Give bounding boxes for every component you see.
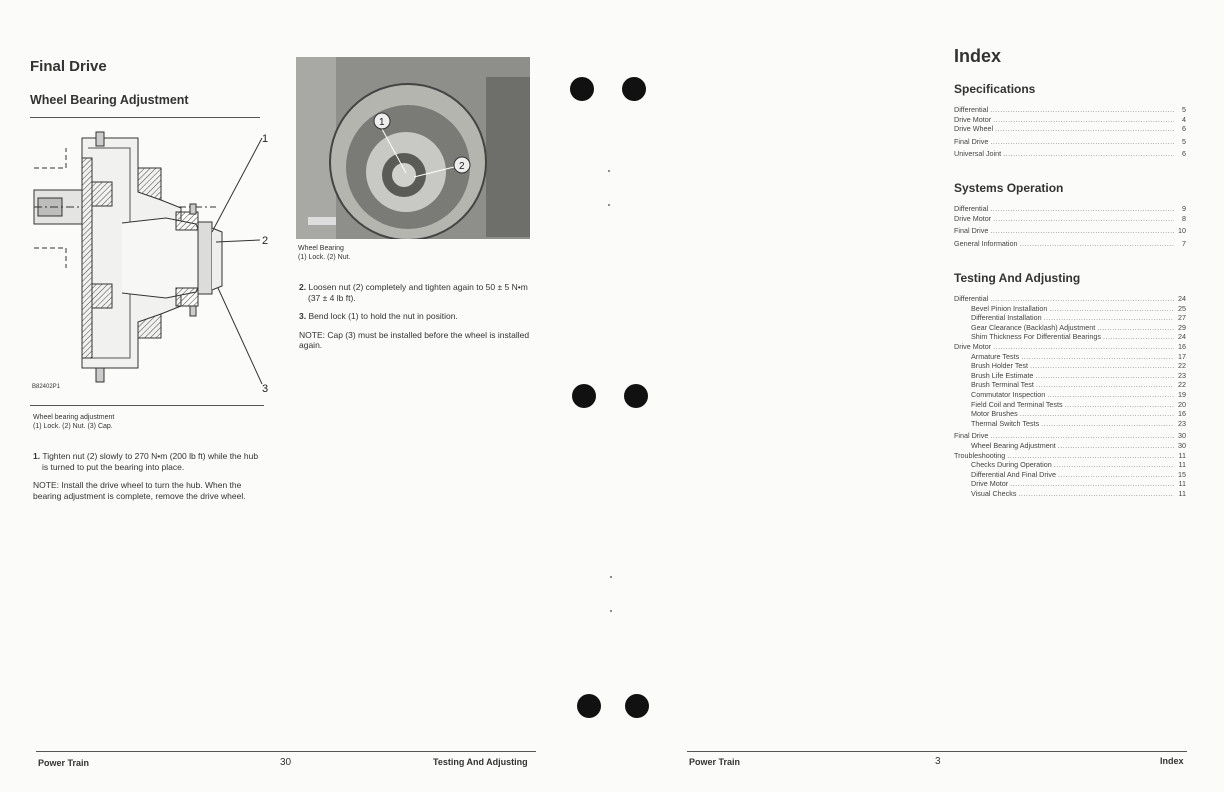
photo-caption-items: (1) Lock. (2) Nut. <box>298 254 351 261</box>
index-entry <box>954 239 1186 249</box>
index-entry-page: 15 <box>1178 469 1186 479</box>
index-list-systems-operation <box>954 204 1186 248</box>
index-entry <box>954 479 1186 489</box>
index-entry-page: 10 <box>1178 226 1186 236</box>
index-entry-label: Differential <box>954 204 989 213</box>
index-entry <box>954 226 1186 236</box>
index-entry-label: Differential <box>954 105 989 114</box>
index-leader-dots <box>990 105 1174 115</box>
index-entry <box>954 204 1186 214</box>
index-entry-page: 22 <box>1178 361 1186 371</box>
speck <box>608 170 610 172</box>
index-entry <box>954 214 1186 224</box>
index-entry-page: 20 <box>1178 399 1186 409</box>
index-entry-label: Field Coil and Terminal Tests <box>971 399 1063 409</box>
binder-hole <box>624 384 648 408</box>
index-entry <box>954 400 1186 410</box>
index-entry <box>954 371 1186 381</box>
index-entry-page: 4 <box>1182 114 1186 124</box>
speck <box>610 610 612 612</box>
binder-hole <box>622 77 646 101</box>
index-entry <box>954 294 1186 304</box>
index-leader-dots <box>990 137 1174 147</box>
footer-left: Power Train <box>38 758 90 768</box>
note-1 <box>33 480 259 501</box>
index-entry-label: Thermal Switch Tests <box>971 418 1040 428</box>
index-entry-page: 19 <box>1178 389 1186 399</box>
index-entry-label: Final Drive <box>954 136 989 146</box>
index-heading-systems-operation: Systems Operation <box>954 181 1064 195</box>
index-leader-dots <box>990 431 1174 441</box>
index-entry-page: 11 <box>1178 479 1186 489</box>
step-number: 2. <box>299 282 307 292</box>
footer-right: Testing And Adjusting <box>433 757 528 767</box>
index-leader-dots <box>1010 479 1174 489</box>
photo-callout-1: 1 <box>379 117 385 128</box>
photo-caption <box>298 244 528 262</box>
index-entry-page: 24 <box>1178 332 1186 342</box>
step-number: 1. <box>33 451 41 461</box>
index-entry-page: 5 <box>1182 105 1186 114</box>
index-entry-page: 5 <box>1182 136 1186 146</box>
index-entry-label: Final Drive <box>954 226 989 236</box>
note-label: NOTE: <box>299 329 325 340</box>
index-entry-label: Brush Terminal Test <box>971 380 1034 390</box>
photo-caption-title: Wheel Bearing <box>298 245 344 252</box>
index-entry-page: 23 <box>1178 370 1186 380</box>
index-title: Index <box>954 46 1002 66</box>
index-entry-label: Bevel Pinion Installation <box>971 303 1048 313</box>
index-entry-label: Final Drive <box>954 431 989 441</box>
index-entry-page: 6 <box>1182 124 1186 134</box>
index-entry <box>954 470 1186 480</box>
index-entry-label: Shim Thickness For Differential Bearings <box>971 332 1101 342</box>
index-entry-page: 9 <box>1182 204 1186 213</box>
index-leader-dots <box>1065 400 1174 410</box>
index-leader-dots <box>993 342 1174 352</box>
callout-2: 2 <box>262 235 269 247</box>
index-entry <box>954 489 1186 499</box>
index-entry-label: Wheel Bearing Adjustment <box>971 440 1056 450</box>
footer-rule <box>687 751 1187 752</box>
step-number: 3. <box>299 311 307 321</box>
photo-callout-2: 2 <box>459 161 465 172</box>
index-leader-dots <box>1020 409 1174 419</box>
index-entry <box>954 380 1186 390</box>
index-leader-dots <box>990 226 1174 236</box>
index-entry-label: Drive Wheel <box>954 124 994 134</box>
index-entry-page: 11 <box>1178 488 1186 498</box>
index-heading-testing-adjusting: Testing And Adjusting <box>954 271 1081 285</box>
index-leader-dots <box>990 204 1174 214</box>
index-entry-label: Commutator Inspection <box>971 389 1046 399</box>
index-entry <box>954 390 1186 400</box>
index-leader-dots <box>1003 149 1174 159</box>
index-entry-page: 8 <box>1182 213 1186 223</box>
footer-rule <box>36 751 536 752</box>
index-entry <box>954 409 1186 419</box>
index-list-testing-adjusting <box>954 294 1186 498</box>
index-leader-dots <box>990 294 1174 304</box>
index-entry <box>954 115 1186 125</box>
step-text: Loosen nut (2) completely and tighten again to 50 ± 5 N•m (37 ± 4 lb ft). <box>308 282 528 303</box>
binder-hole <box>625 694 649 718</box>
index-leader-dots <box>1018 489 1174 499</box>
index-entry <box>954 149 1186 159</box>
binder-hole <box>577 694 601 718</box>
step-text: Bend lock (1) to hold the nut in position. <box>308 311 458 321</box>
index-entry-label: Drive Motor <box>954 213 992 223</box>
diagram-caption-items: (1) Lock. (2) Nut. (3) Cap. <box>33 423 113 430</box>
note-label: NOTE: <box>33 480 59 490</box>
index-entry <box>954 332 1186 342</box>
index-entry-page: 17 <box>1178 351 1186 361</box>
footer-right: Index <box>1160 756 1184 766</box>
index-entry-page: 16 <box>1178 341 1186 351</box>
index-entry-label: Differential <box>954 294 989 303</box>
index-leader-dots <box>1030 361 1174 371</box>
index-entry <box>954 361 1186 371</box>
left-column-text <box>33 451 259 501</box>
step-2 <box>299 282 533 303</box>
section-heading: Wheel Bearing Adjustment <box>30 93 189 107</box>
index-entry <box>954 441 1186 451</box>
figure-rule <box>30 405 264 406</box>
index-entry <box>954 313 1186 323</box>
footer-left: Power Train <box>689 757 741 767</box>
page-title: Final Drive <box>30 58 107 75</box>
index-entry <box>954 342 1186 352</box>
note-text: Cap (3) must be installed before the wheel is installed again. <box>299 329 530 350</box>
index-entry-label: Drive Motor <box>954 114 992 124</box>
index-entry <box>954 431 1186 441</box>
index-entry <box>954 419 1186 429</box>
step-1 <box>33 451 259 472</box>
index-leader-dots <box>1044 313 1174 323</box>
figure-id: B82402P1 <box>32 384 61 390</box>
index-list-specifications <box>954 105 1186 159</box>
index-entry <box>954 352 1186 362</box>
index-entry-page: 11 <box>1178 450 1186 460</box>
index-entry-label: Differential Installation <box>971 313 1042 323</box>
index-entry-label: Armature Tests <box>971 351 1020 361</box>
index-entry-page: 23 <box>1178 418 1186 428</box>
diagram-caption <box>33 413 263 431</box>
index-leader-dots <box>1041 419 1174 429</box>
index-entry-label: Brush Life Estimate <box>971 370 1034 380</box>
diagram-caption-title: Wheel bearing adjustment <box>33 414 115 421</box>
index-leader-dots <box>1103 332 1174 342</box>
note-text: Install the drive wheel to turn the hub. When the bearing adjustment is complete, remove the drive wheel. <box>33 480 246 501</box>
wheel-bearing-cross-section-diagram <box>26 128 271 396</box>
index-entry-page: 11 <box>1178 460 1186 470</box>
index-entry-label: General Information <box>954 238 1018 248</box>
heading-rule <box>30 117 260 118</box>
index-entry-label: Motor Brushes <box>971 409 1018 419</box>
index-leader-dots <box>993 115 1174 125</box>
index-leader-dots <box>1047 390 1174 400</box>
index-entry-page: 29 <box>1178 322 1186 332</box>
binder-hole <box>572 384 596 408</box>
index-entry <box>954 105 1186 115</box>
index-entry-page: 30 <box>1178 440 1186 450</box>
index-entry-page: 6 <box>1182 149 1186 159</box>
index-entry-page: 22 <box>1178 380 1186 390</box>
index-entry-label: Drive Motor <box>954 341 992 351</box>
index-entry-page: 25 <box>1178 303 1186 313</box>
step-text: Tighten nut (2) slowly to 270 N•m (200 lb ft) while the hub is turned to put the bearing into place. <box>42 451 259 472</box>
index-entry <box>954 451 1186 461</box>
note-2 <box>299 330 533 351</box>
index-entry-label: Gear Clearance (Backlash) Adjustment <box>971 322 1096 332</box>
index-leader-dots <box>1049 304 1174 314</box>
index-entry-label: Drive Motor <box>971 479 1009 489</box>
index-entry-label: Checks During Operation <box>971 460 1052 470</box>
index-leader-dots <box>1097 323 1174 333</box>
speck <box>608 204 610 206</box>
index-leader-dots <box>1021 352 1174 362</box>
speck <box>610 576 612 578</box>
callout-3: 3 <box>262 383 269 395</box>
index-leader-dots <box>1007 451 1174 461</box>
index-entry-label: Brush Holder Test <box>971 361 1028 371</box>
wheel-bearing-photo <box>296 57 530 239</box>
index-leader-dots <box>1058 470 1174 480</box>
step-3 <box>299 311 533 322</box>
index-entry-label: Universal Joint <box>954 149 1002 159</box>
index-entry <box>954 124 1186 134</box>
index-entry <box>954 137 1186 147</box>
binder-hole <box>570 77 594 101</box>
index-entry-label: Troubleshooting <box>954 450 1006 460</box>
page-number: 30 <box>280 757 292 768</box>
index-leader-dots <box>1036 380 1174 390</box>
index-entry-page: 30 <box>1178 431 1186 441</box>
index-entry <box>954 304 1186 314</box>
index-entry-page: 24 <box>1178 294 1186 303</box>
index-entry-label: Differential And Final Drive <box>971 469 1056 479</box>
index-entry <box>954 460 1186 470</box>
index-leader-dots <box>1035 371 1174 381</box>
index-entry-label: Visual Checks <box>971 488 1017 498</box>
right-column-text <box>299 282 533 351</box>
index-entry <box>954 323 1186 333</box>
index-entry-page: 16 <box>1178 409 1186 419</box>
index-leader-dots <box>1058 441 1174 451</box>
index-entry-page: 27 <box>1178 313 1186 323</box>
callout-1: 1 <box>262 133 269 145</box>
index-entry-page: 7 <box>1182 238 1186 248</box>
index-leader-dots <box>995 124 1174 134</box>
index-heading-specifications: Specifications <box>954 82 1036 96</box>
index-leader-dots <box>1020 239 1174 249</box>
index-leader-dots <box>1054 460 1174 470</box>
index-leader-dots <box>993 214 1174 224</box>
page-number: 3 <box>935 756 941 767</box>
